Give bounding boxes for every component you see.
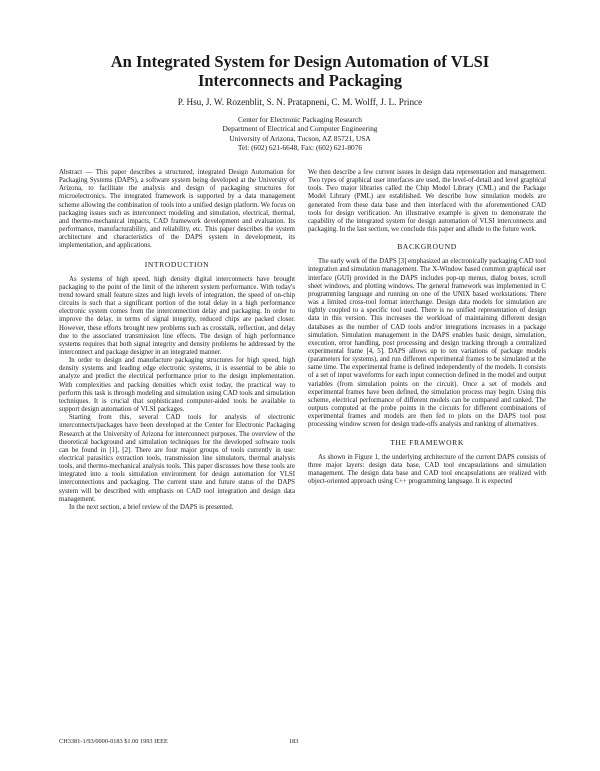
section-heading-introduction: INTRODUCTION	[144, 259, 210, 269]
title-line-2: Interconnects and Packaging	[197, 71, 403, 90]
intro-continuation: We then describe a few current issues in design data representation and management. Two types of graphical user interfaces are used, the level-of-detail and level graphical tools. Two major libraries called the Chip Model Library (CML) and the Package Model Library (PML) are established. We describe how simulation models are generated from these data base and then interfaced with the aforementioned CAD tools for design verification. An illustrative example is given to demonstrate the capability of the integrated system for design automation of VLSI interconnects and packaging. In the last section, we conclude this paper and allude to the future work.	[308, 169, 546, 234]
paragraph: In order to design and manufacture packaging structures for high speed, high density systems and leading edge electronic systems, it is essential to be able to analyze and predict the electrical performance prior to the design implementation. With complexities and packing densities which exist today, the practical way to perform this task is through modeling and simulation using CAD tools and simulation techniques. It is crucial that sophisticated computer-aided tools be available to support design automation of VLSI packages.	[59, 357, 295, 414]
affiliation-line: Tel: (602) 621-6648, Fax: (602) 621-8076	[237, 143, 363, 153]
affiliation-line: University of Arizona, Tucson, AZ 85721, USA	[229, 133, 371, 143]
paper-title	[0, 52, 600, 90]
affiliation	[0, 115, 600, 153]
page-number: 183	[289, 738, 299, 745]
paragraph: As shown in Figure 1, the underlying architecture of the current DAPS consists of three major layers: design data base, CAD tool encapsulations and simulation management. The design data base and CAD tool encapsulations are realized with object-oriented approach using C++ programming language. It is expected	[308, 453, 546, 485]
section-heading-background: BACKGROUND	[397, 242, 457, 252]
abstract: Abstract — This paper describes a structured, integrated Design Automation for Packaging Systems (DAPS), a software system being developed at the University of Arizona, to facilitate the analysis and design of packaging structures for microelectronics. The integrated framework is supported by a data management scheme allowing the combination of tools into a unified design platform. We focus on packaging issues such as interconnect modeling and simulation, electrical, thermal, and thermo-mechanical impacts, CAD framework development and evaluation. Its performance, manufacturability, and reliability, etc. This paper describes the system architecture and characteristics of the DAPS system in development, its implementation, and applications.	[59, 169, 295, 250]
section-heading-framework: THE FRAMEWORK	[390, 437, 464, 447]
affiliation-line: Department of Electrical and Computer Engineering	[222, 124, 378, 134]
copyright-line: CH3381-1/93/0000-0183 $1.00 1993 IEEE	[59, 738, 168, 745]
title-line-1: An Integrated System for Design Automation of VLSI	[110, 52, 490, 71]
paragraph: The early work of the DAPS [3] emphasized an electronically packaging CAD tool integration and simulation management. The X-Window based common graphical user interface (GUI) provided in the DAPS includes pop-up menus, dialog boxes, scroll sheet windows, and plotting windows. The general framework was implemented in C programming language and running on one of the UNIX based workstations. There was a limited cross-tool format interchange. Design data models for simulation are tightly coupled to a specific tool used. There is no unified representation of design data in this version. This increases the workload of maintaining different design databases as the number of CAD tools and/or integrations increases in a package simulation. Simulation management in the DAPS enables basic design, simulation, execution, error handling, post processing and design tracking through a centralized experimental frame [4, 5]. DAPS allows up to ten variations of package models (parameters for systems), and run different experimental frames to be simulated at the same time. The experimental frame is defined independently of the models. It consists of a set of input waveforms for each input connection defined in the model and output variables (from simulation points on the circuit). Once a set of models and experimental frames have been defined, the simulation process may begin. Using this scheme, electrical performance of different models can be compared and ranked. The outputs computed at the probe points in the circuits for different combinations of experimental frames and models are then fed to plots on the DAPS tool post processing window screen for design trade-offs analysis and ranking of alternatives.	[308, 258, 546, 429]
authors: P. Hsu, J. W. Rozenblit, S. N. Pratapneni, C. M. Wolff, J. L. Prince	[177, 97, 423, 107]
paragraph: Starting from this, several CAD tools for analysis of electronic interconnects/packages have been developed at the Center for Electronic Packaging Research at the University of Arizona for interconnect purposes. The overview of the theoretical background and simulation techniques for the developed software tools can be found in [1], [2]. There are four major groups of tools currently in use: electrical parasitics extraction tools, transmission line simulators, thermal analysis tools, and thermo-mechanical analysis tools. This paper discusses how these tools are integrated into a tools simulation environment for design automation for VLSI interconnections and packaging. The current state and future status of the DAPS system will be described with emphasis on CAD tool integration and design data management.	[59, 414, 295, 503]
right-column	[308, 169, 546, 486]
left-column	[59, 169, 295, 512]
affiliation-line: Center for Electronic Packaging Research	[238, 115, 362, 124]
paragraph: In the next section, a brief review of the DAPS is presented.	[69, 503, 234, 511]
paragraph: As systems of high speed, high density digital interconnects have brought packaging to the point of the limit of the inherent system performance. With today's trend toward small feature sizes and high levels of integration, the speed of on-chip circuits is such that a significant portion of the total delay in a high performance electronic system comes from the interconnection delay and packaging. In order to improve the delay, in terms of signal integrity, reduced chips are packed closer. However, these efforts brought new problems such as crosstalk, reflection, and delay due to the associated transmission line effects. The design of high performance systems requires that both signal integrity and density problems be addressed by the interconnect and package designer in an integrated manner.	[59, 275, 295, 356]
